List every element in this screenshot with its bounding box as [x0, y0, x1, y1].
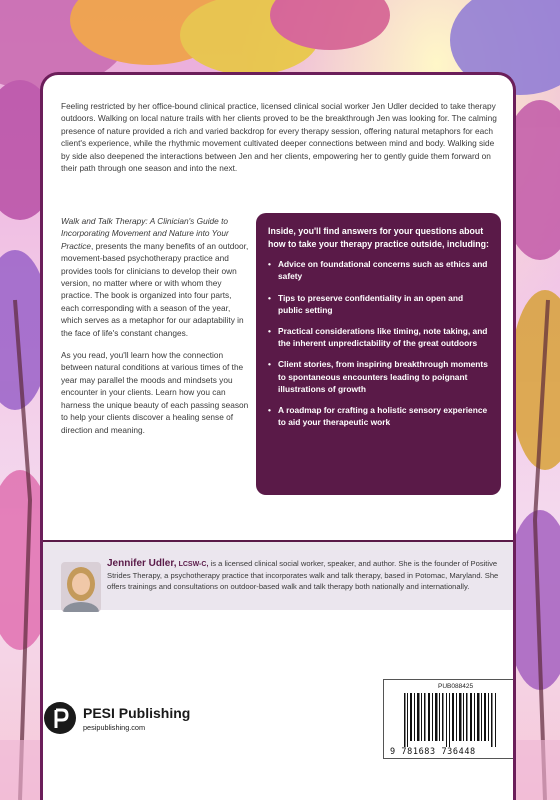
bullet-icon: •	[268, 292, 271, 303]
inside-callout-box	[256, 213, 501, 495]
intro-paragraph: Feeling restricted by her office-bound clinical practice, licensed clinical social worker Jen Udler decided to take therapy outdoors. Walking on local nature trails with her clients proved to be the breakthrough Jen was looking for. The calming presence of nature provided a rich and varied backdrop for every therapy session, offering natural metaphors for each client's experience, while the rhythmic movement cultivated deeper connections between mind and body. Walking side by side also deepened the interactions between Jen and her clients, empowering her to gently guide them forward on their path through one season and into the next.	[61, 101, 497, 174]
bullet-icon: •	[268, 259, 271, 270]
publication-code: PUB088425	[438, 683, 474, 690]
author-bio	[107, 558, 507, 593]
isbn-barcode-box	[383, 679, 516, 759]
book-title: Walk and Talk Therapy: A Clinician's Guide to Incorporating Movement and Nature into Your Practice	[61, 216, 229, 251]
author-credentials: LCSW-C,	[178, 561, 209, 568]
bullet-icon: •	[268, 359, 271, 370]
publisher-name: PESI Publishing	[83, 705, 191, 721]
callout-item: • A roadmap for crafting a holistic sensory experience to aid your therapeutic work	[268, 405, 488, 428]
callout-item: • Practical considerations like timing, note taking, and the inherent unpredictability of the great outdoors	[268, 326, 488, 349]
author-bio-text: is a licensed clinical social worker, speaker, and author. She is the founder of Positive Strides Therapy, a psychotherapy practice that incorporates walk and talk therapy, based in Potomac, Maryland. She offers trainings and consultations on outdoor-based walk and talk therapy both nationally and internationally.	[107, 559, 499, 592]
back-cover-panel	[40, 72, 516, 800]
isbn-number: 9 781683 736448	[390, 747, 476, 757]
description-paragraph-2: As you read, you'll learn how the connection between natural conditions at various times of the year may parallel the moods and mindsets you encounter in your clients. Learn how you can harness the unique beauty of each passing season to help your clients discover a healing sense of direction and meaning.	[61, 350, 249, 435]
callout-title: Inside, you'll find answers for your questions about how to take your therapy practice outside, including:	[268, 226, 489, 249]
description-text-1: , presents the many benefits of an outdoor, movement-based psychotherapy practice and provides tools for clinicians to develop their own version, no matter where or with whom they practice. The book is organized into four parts, each corresponding with a season of the year, which serves as a metaphor for our adaptability in the face of life's constant changes.	[61, 240, 249, 338]
bullet-icon: •	[268, 405, 271, 416]
description-paragraph-1	[61, 215, 251, 339]
barcode-graphic	[404, 693, 498, 747]
author-name: Jennifer Udler,	[107, 558, 177, 569]
pesi-logo-icon	[42, 700, 78, 736]
publisher-url[interactable]: pesipublishing.com	[83, 723, 146, 732]
callout-list	[268, 258, 489, 428]
callout-item: • Advice on foundational concerns such as ethics and safety	[268, 259, 488, 282]
callout-item: • Client stories, from inspiring breakthrough moments to spontaneous encounters leading to poignant illustrations of growth	[268, 359, 488, 394]
author-photo	[61, 562, 101, 612]
bullet-icon: •	[268, 326, 271, 336]
callout-item: • Tips to preserve confidentiality in an open and public setting	[268, 292, 464, 315]
description-column	[61, 215, 251, 446]
